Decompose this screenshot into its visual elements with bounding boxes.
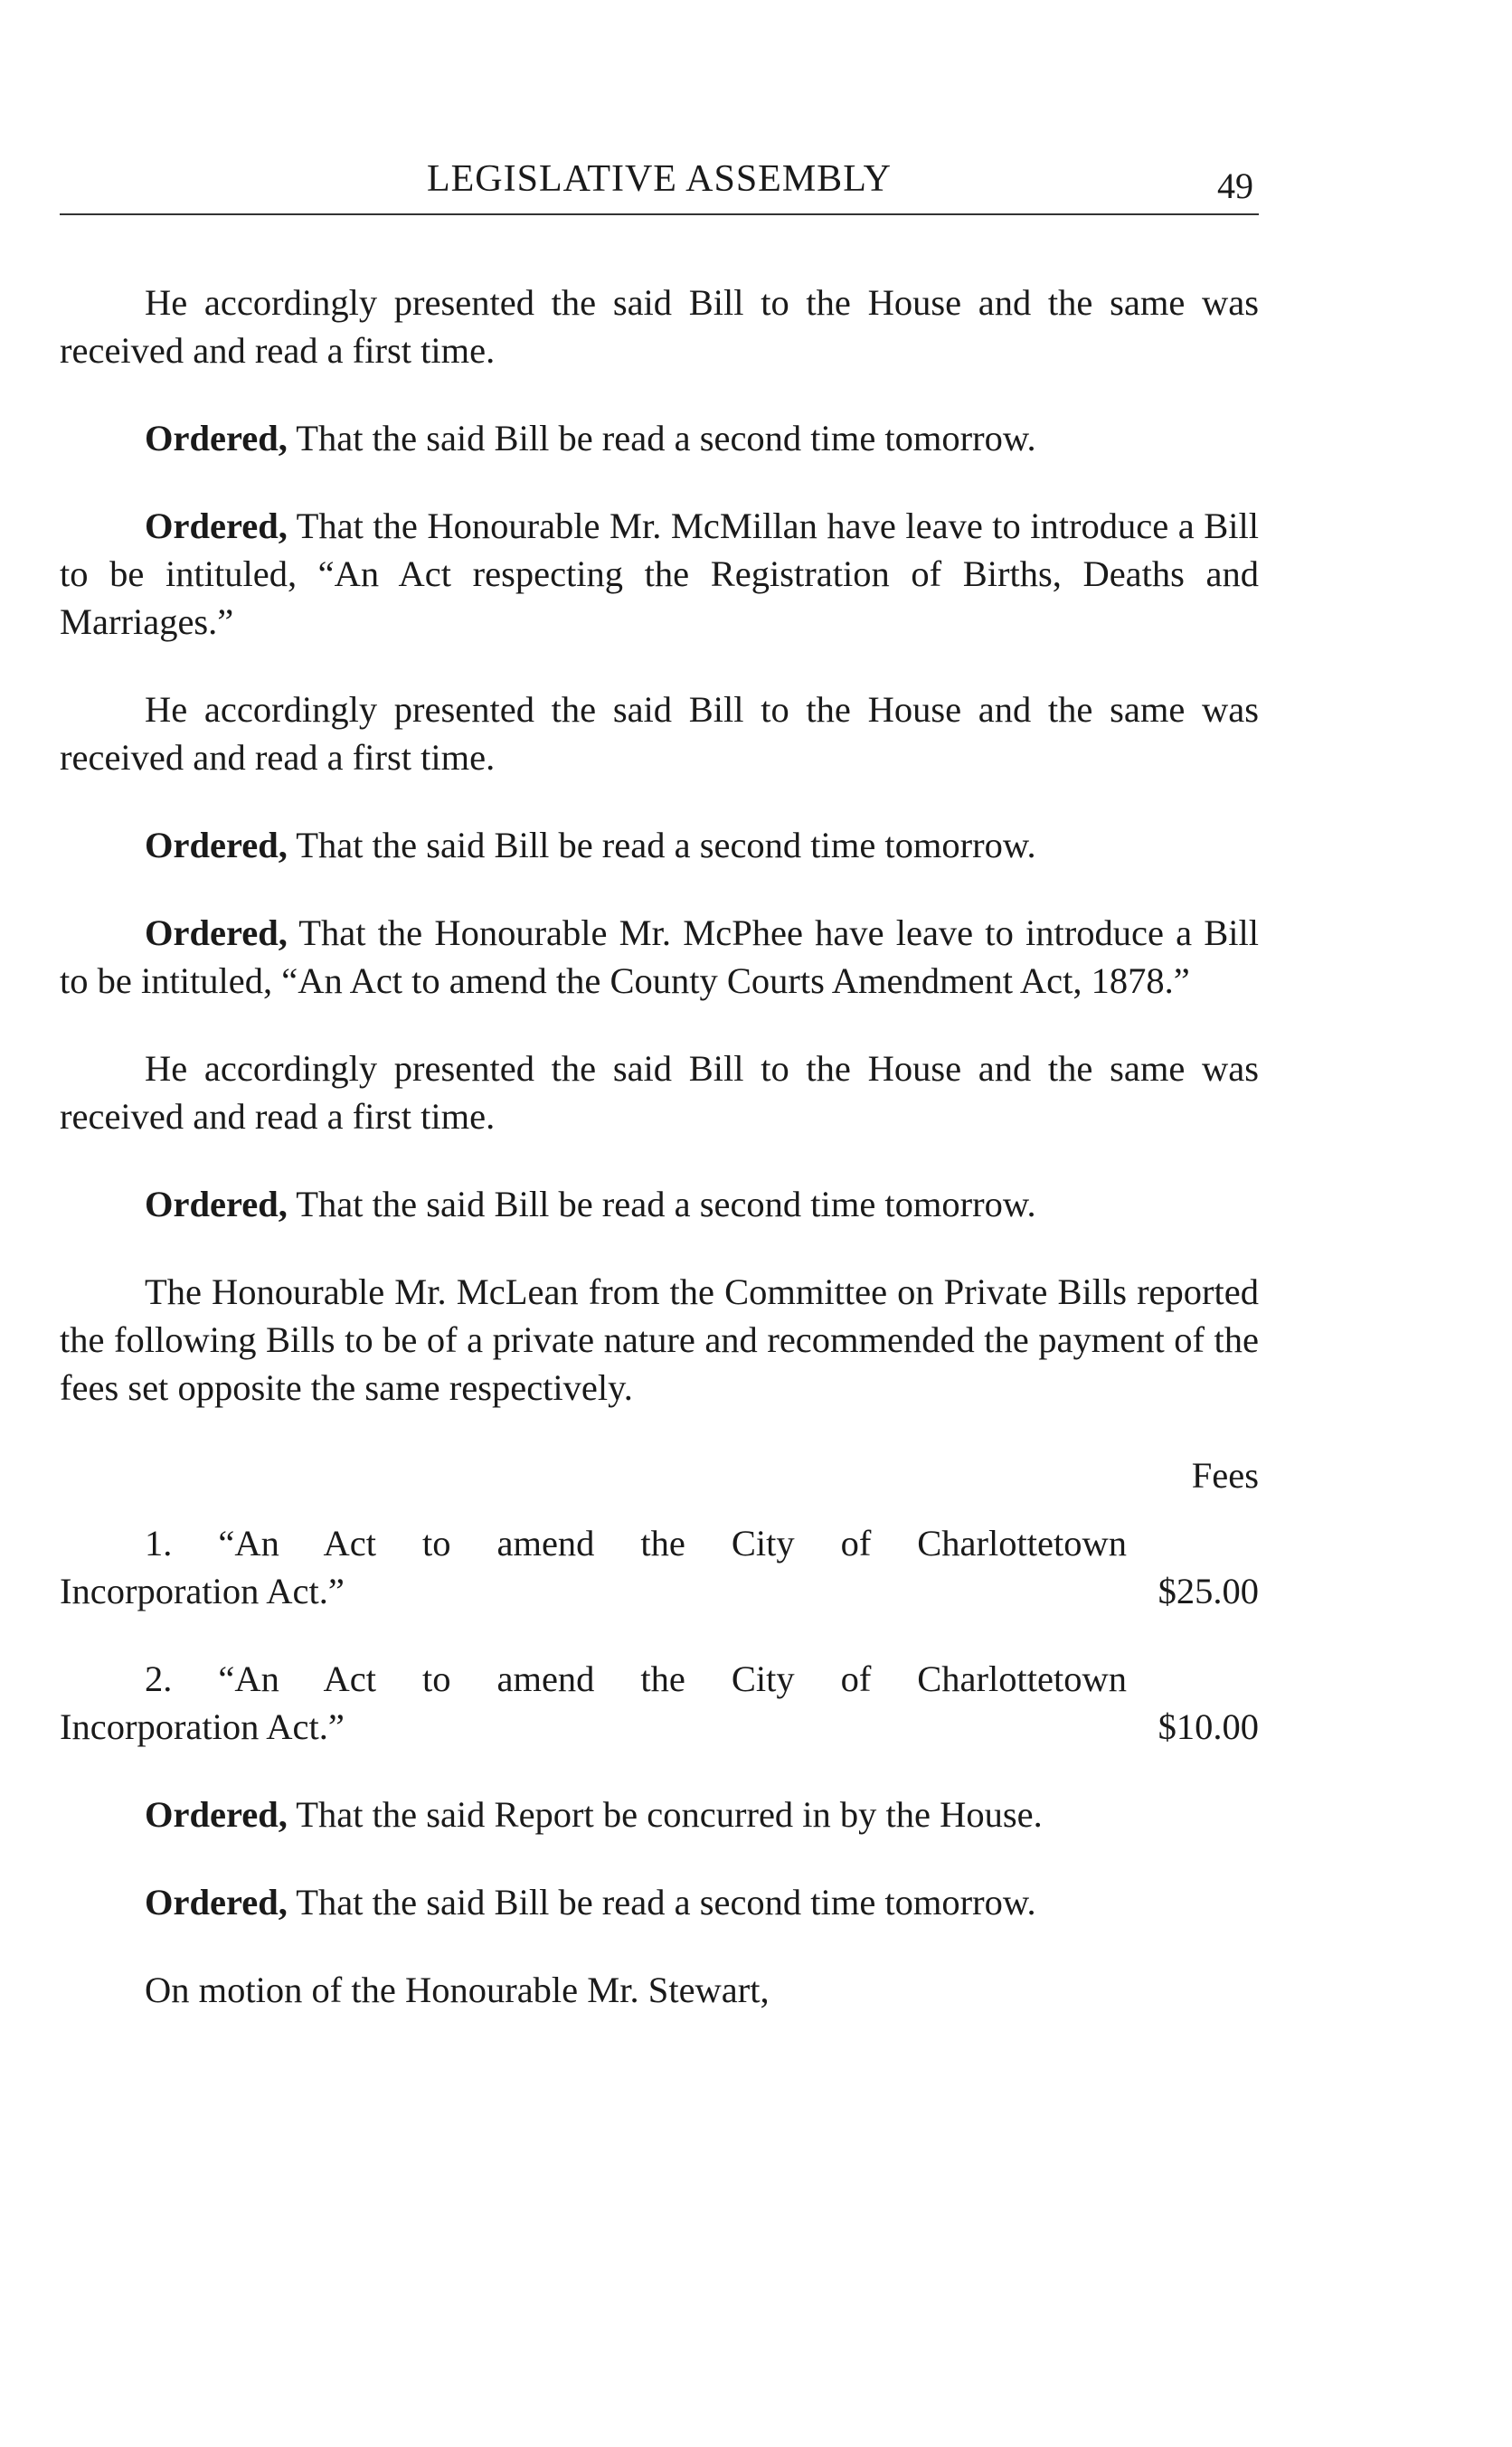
paragraph-text: That the said Bill be read a second time tomorrow. [287, 1882, 1036, 1923]
paragraph-9 [60, 1268, 1259, 1412]
fee-item-title: 1. “An Act to amend the City of Charlottetown [145, 1523, 1127, 1564]
header-rule [60, 213, 1259, 215]
closing-paragraph-3 [60, 1966, 1259, 2014]
paragraph-text: That the Honourable Mr. McMillan have leave to introduce a Bill to be intituled, “An Act respecting the Registration of Births, Deaths and Marriages.” [60, 505, 1259, 642]
paragraph-5 [60, 821, 1259, 869]
paragraph-3 [60, 502, 1259, 646]
paragraph-1 [60, 279, 1259, 374]
ordered-label: Ordered, [145, 1184, 288, 1224]
paragraph-text: That the said Report be concurred in by the House. [287, 1794, 1043, 1835]
paragraph-text: He accordingly presented the said Bill to the House and the same was received and read a first time. [60, 689, 1259, 778]
body-text [60, 279, 1259, 2054]
fee-item [60, 1655, 1259, 1751]
fee-amount: $25.00 [1158, 1571, 1259, 1611]
paragraph-2 [60, 414, 1259, 462]
closing-paragraph-1 [60, 1790, 1259, 1838]
fee-item [60, 1519, 1259, 1615]
paragraph-text: He accordingly presented the said Bill to the House and the same was received and read a first time. [60, 1048, 1259, 1137]
ordered-label: Ordered, [145, 912, 288, 953]
paragraph-text: That the said Bill be read a second time tomorrow. [287, 1184, 1036, 1224]
fee-item-title-cont: Incorporation Act.” [60, 1571, 345, 1611]
ordered-label: Ordered, [145, 1794, 288, 1835]
ordered-label: Ordered, [145, 418, 288, 458]
fee-item-title-cont: Incorporation Act.” [60, 1706, 345, 1747]
page-header [60, 152, 1259, 206]
paragraph-7 [60, 1044, 1259, 1140]
paragraph-text: He accordingly presented the said Bill to the House and the same was received and read a first time. [60, 282, 1259, 371]
fee-item-row [60, 1703, 1259, 1751]
fee-amount: $10.00 [1158, 1706, 1259, 1747]
closing-paragraph-2 [60, 1878, 1259, 1926]
ordered-label: Ordered, [145, 1882, 288, 1923]
paragraph-text: That the said Bill be read a second time tomorrow. [287, 418, 1036, 458]
paragraph-text: That the said Bill be read a second time tomorrow. [287, 825, 1036, 865]
ordered-label: Ordered, [145, 505, 288, 546]
page-number: 49 [1217, 165, 1253, 206]
paragraph-text: That the Honourable Mr. McPhee have leave to introduce a Bill to be intituled, “An Act to amend the County Courts Amendment Act, 1878.” [60, 912, 1259, 1001]
fee-item-row [60, 1567, 1259, 1615]
paragraph-8 [60, 1180, 1259, 1228]
fee-item-title: 2. “An Act to amend the City of Charlottetown [145, 1658, 1127, 1699]
paragraph-6 [60, 909, 1259, 1005]
ordered-label: Ordered, [145, 825, 288, 865]
fees-heading: Fees [1191, 1455, 1259, 1496]
running-head: LEGISLATIVE ASSEMBLY [427, 158, 892, 200]
paragraph-4 [60, 685, 1259, 781]
paragraph-text: The Honourable Mr. McLean from the Committee on Private Bills reported the following Bills to be of a private nature and recommended the payment of the fees set opposite the same respectively. [60, 1271, 1259, 1408]
paragraph-text: On motion of the Honourable Mr. Stewart, [145, 1970, 770, 2010]
